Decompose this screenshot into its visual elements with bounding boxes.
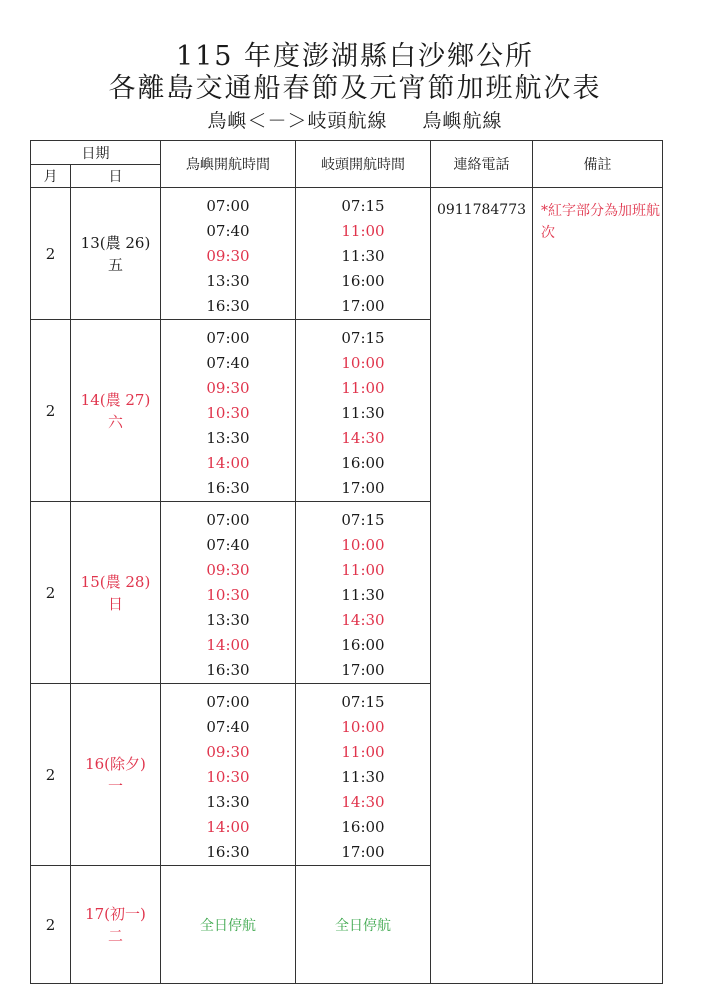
departure-time: 11:00 <box>341 561 385 579</box>
route-subtitle <box>0 106 710 133</box>
day-cell <box>71 866 161 984</box>
header-qitou: 岐頭開航時間 <box>296 141 431 188</box>
departure-time: 10:00 <box>341 536 385 554</box>
departure-time: 16:30 <box>206 843 250 861</box>
day-label: 14(農 27) <box>80 390 151 409</box>
departure-time: 17:00 <box>341 479 385 497</box>
departure-time: 09:30 <box>206 561 250 579</box>
weekday-label: 五 <box>107 255 123 274</box>
day-label: 15(農 28) <box>80 572 151 591</box>
departure-time: 16:00 <box>341 818 385 836</box>
departure-time: 13:30 <box>206 429 250 447</box>
departure-time: 17:00 <box>341 843 385 861</box>
departure-time: 10:30 <box>206 768 250 786</box>
departure-time: 09:30 <box>206 743 250 761</box>
month-cell: 2 <box>31 188 71 320</box>
month-cell: 2 <box>31 502 71 684</box>
weekday-label: 一 <box>107 776 123 795</box>
departure-time: 07:00 <box>206 693 250 711</box>
departure-time: 07:15 <box>341 511 385 529</box>
departure-time: 09:30 <box>206 379 250 397</box>
niaoyu-times-cell <box>161 502 296 684</box>
departure-time: 13:30 <box>206 793 250 811</box>
departure-time: 17:00 <box>341 297 385 315</box>
weekday-label: 日 <box>107 594 123 613</box>
departure-time: 11:30 <box>341 404 385 422</box>
departure-time: 14:00 <box>206 818 250 836</box>
qitou-times-cell <box>296 188 431 320</box>
departure-time: 07:40 <box>206 222 250 240</box>
route-name-2: 鳥嶼航線 <box>422 110 503 132</box>
day-cell <box>71 320 161 502</box>
qitou-times-cell <box>296 502 431 684</box>
departure-time: 10:00 <box>341 354 385 372</box>
departure-time: 14:30 <box>341 611 385 629</box>
weekday-label: 六 <box>107 412 123 431</box>
month-cell: 2 <box>31 684 71 866</box>
departure-time: 07:15 <box>341 197 385 215</box>
niaoyu-times-cell <box>161 320 296 502</box>
departure-time: 13:30 <box>206 272 250 290</box>
departure-time: 16:30 <box>206 661 250 679</box>
page-title: 115 年度澎湖縣白沙鄉公所 <box>175 41 535 72</box>
departure-time: 10:00 <box>341 718 385 736</box>
departure-time: 11:00 <box>341 743 385 761</box>
departure-time: 07:40 <box>206 718 250 736</box>
remarks-cell: *紅字部分為加班航次 <box>533 188 663 984</box>
header-date: 日期 <box>31 141 161 165</box>
departure-time: 07:40 <box>206 354 250 372</box>
departure-time: 16:00 <box>341 636 385 654</box>
departure-time: 13:30 <box>206 611 250 629</box>
departure-time: 14:30 <box>341 429 385 447</box>
departure-time: 11:00 <box>341 222 385 240</box>
departure-time: 10:30 <box>206 404 250 422</box>
departure-time: 07:40 <box>206 536 250 554</box>
departure-time: 07:15 <box>341 693 385 711</box>
departure-time: 07:00 <box>206 511 250 529</box>
departure-time: 11:00 <box>341 379 385 397</box>
departure-time: 11:30 <box>341 586 385 604</box>
phone-cell: 0911784773 <box>431 188 533 984</box>
day-label: 13(農 26) <box>80 233 151 252</box>
schedule-body <box>31 188 663 984</box>
weekday-label: 二 <box>107 926 123 945</box>
niaoyu-times-cell <box>161 684 296 866</box>
niaoyu-times-cell <box>161 188 296 320</box>
page-subtitle: 各離島交通船春節及元宵節加班航次表 <box>108 73 602 104</box>
day-cell <box>71 502 161 684</box>
departure-time: 16:00 <box>341 454 385 472</box>
departure-time: 16:00 <box>341 272 385 290</box>
day-cell <box>71 188 161 320</box>
day-label: 17(初一) <box>85 904 146 923</box>
niaoyu-suspended: 全日停航 <box>161 866 296 984</box>
departure-time: 11:30 <box>341 768 385 786</box>
qitou-suspended: 全日停航 <box>296 866 431 984</box>
departure-time: 11:30 <box>341 247 385 265</box>
day-cell <box>71 684 161 866</box>
departure-time: 07:15 <box>341 329 385 347</box>
header-niaoyu: 鳥嶼開航時間 <box>161 141 296 188</box>
schedule-table <box>30 140 663 984</box>
departure-time: 14:00 <box>206 636 250 654</box>
departure-time: 09:30 <box>206 247 250 265</box>
header-month: 月 <box>31 165 71 188</box>
month-cell: 2 <box>31 320 71 502</box>
month-cell: 2 <box>31 866 71 984</box>
departure-time: 14:00 <box>206 454 250 472</box>
departure-time: 16:30 <box>206 479 250 497</box>
qitou-times-cell <box>296 320 431 502</box>
route-name-1: 鳥嶼＜－＞岐頭航線 <box>207 110 388 132</box>
departure-time: 14:30 <box>341 793 385 811</box>
schedule-row <box>31 188 663 320</box>
departure-time: 07:00 <box>206 197 250 215</box>
departure-time: 17:00 <box>341 661 385 679</box>
departure-time: 07:00 <box>206 329 250 347</box>
header-day: 日 <box>71 165 161 188</box>
day-label: 16(除夕) <box>85 754 146 773</box>
departure-time: 10:30 <box>206 586 250 604</box>
header-remarks: 備註 <box>533 141 663 188</box>
header-phone: 連絡電話 <box>431 141 533 188</box>
qitou-times-cell <box>296 684 431 866</box>
departure-time: 16:30 <box>206 297 250 315</box>
